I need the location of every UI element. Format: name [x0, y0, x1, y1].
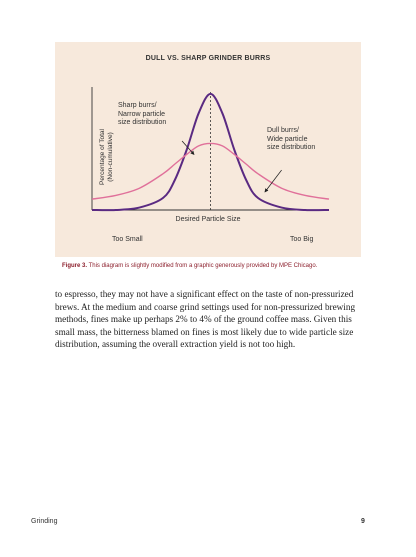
- footer-section-title: Grinding: [31, 518, 58, 525]
- x-axis-label: Desired Particle Size: [175, 216, 241, 223]
- chart-title: DULL VS. SHARP GRINDER BURRS: [145, 55, 271, 62]
- annotation-dull-line-1: Dull burrs/: [267, 127, 299, 134]
- figure: [55, 42, 361, 257]
- y-axis-label-line-2: (Non-cumulative): [107, 132, 114, 182]
- annotation-sharp-line-3: size distribution: [118, 119, 167, 126]
- figure-caption-label: Figure 3.: [62, 263, 88, 269]
- annotation-dull-burrs: [267, 127, 315, 153]
- page-number: 9: [361, 518, 365, 525]
- annotation-sharp-line-1: Sharp burrs/: [118, 102, 157, 109]
- annotation-sharp-line-2: Narrow particle: [118, 110, 166, 118]
- x-tick-too-big: Too Big: [290, 236, 314, 243]
- annotation-dull-line-3: size distribution: [267, 144, 316, 151]
- annotation-sharp-burrs: [118, 102, 166, 128]
- y-axis-label-line-1: Percentage of Total: [99, 129, 106, 185]
- arrow-to-dull-curve: [265, 170, 282, 192]
- body-paragraph: to espresso, they may not have a significant effect on the taste of non-pressurized brews. At the medium and coarse grind settings used for non-pressurized brewing methods, fines make up perhaps 2% to 4% of the ground coffee mass. Given this small mass, the bitterness blamed on fines is most likely due to wide particle size distribution, assuming the overall extraction yield is not too high.: [55, 289, 356, 350]
- figure-caption-text: This diagram is slightly modified from a graphic generously provided by MPE Chicago.: [87, 263, 318, 269]
- figure-caption: [62, 263, 362, 269]
- annotation-dull-line-2: Wide particle: [267, 135, 308, 143]
- x-tick-too-small: Too Small: [112, 236, 143, 243]
